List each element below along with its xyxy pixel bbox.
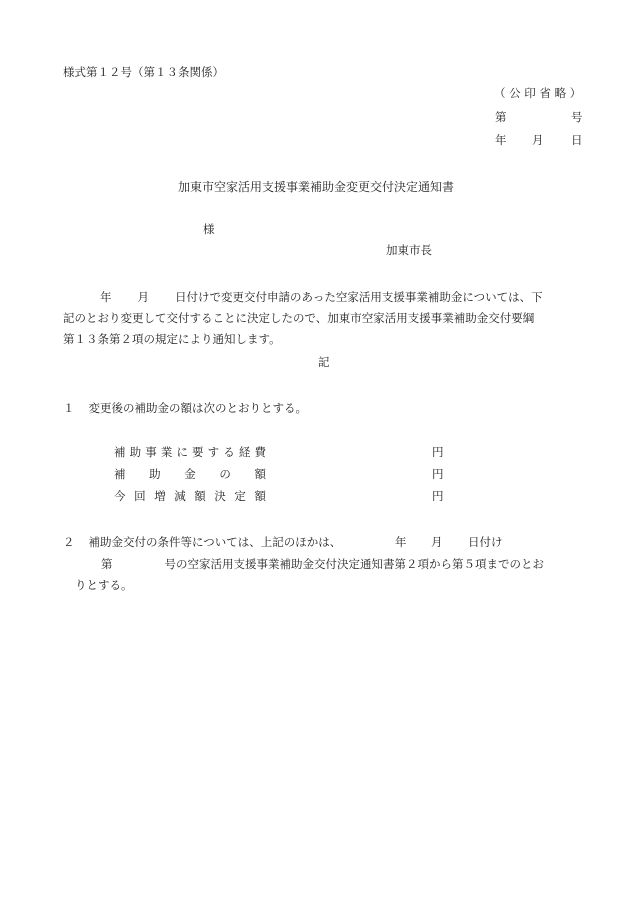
amount-row-label: 補助金の額 <box>114 467 266 481</box>
doc-number-prefix: 第 <box>495 110 507 124</box>
document-title: 加東市空家活用支援事業補助金変更交付決定通知書 <box>178 180 455 194</box>
body-date-year: 年 <box>100 290 112 304</box>
item-1 <box>63 401 307 415</box>
amount-row-unit: 円 <box>432 489 444 503</box>
item-2-text: 補助金交付の条件等については、上記のほかは、 <box>88 535 342 549</box>
doc-number-suffix: 号 <box>571 110 583 124</box>
body-date-month: 月 <box>137 290 149 304</box>
form-number: 様式第１２号（第１３条関係） <box>63 65 224 79</box>
addressee-suffix: 様 <box>203 222 215 236</box>
amount-row <box>114 489 266 503</box>
item-2-year: 年 <box>395 535 407 549</box>
item-1-number: １ <box>63 401 75 415</box>
issue-date-year: 年 <box>495 133 507 147</box>
amount-row-unit: 円 <box>432 445 444 459</box>
issue-date-day: 日 <box>571 133 583 147</box>
body-line-1 <box>63 287 593 308</box>
item-1-text: 変更後の補助金の額は次のとおりとする。 <box>88 401 307 415</box>
item-2-line-1 <box>63 535 341 549</box>
item-2-line-2 <box>101 557 544 571</box>
amount-row <box>114 467 266 481</box>
amount-row-label: 補助事業に要する経費 <box>114 445 266 459</box>
amount-row-unit: 円 <box>432 467 444 481</box>
body-line-2: 記のとおり変更して交付することに決定したので、加東市空家活用支援事業補助金交付要綱 <box>63 311 535 325</box>
item-2-number: ２ <box>63 535 75 549</box>
body-line-3: 第１３条第２項の規定により通知します。 <box>63 332 281 346</box>
item-2-month: 月 <box>431 535 443 549</box>
seal-omitted-note: （ 公 印 省 略 ） <box>494 86 582 100</box>
issue-date-month: 月 <box>532 133 544 147</box>
item-2-no-prefix: 第 <box>101 557 113 571</box>
item-2-day-suffix: 日付け <box>468 535 503 549</box>
amount-row <box>114 445 266 459</box>
item-2-line-3: りとする。 <box>75 578 133 592</box>
item-2-line-2-text: 号の空家活用支援事業補助金交付決定通知書第２項から第５項までのとお <box>164 557 544 571</box>
ki-heading: 記 <box>318 355 330 369</box>
amount-row-label: 今回増減額決定額 <box>114 489 266 503</box>
issuer-name: 加東市長 <box>386 243 432 257</box>
body-paragraph <box>63 287 593 350</box>
body-line-1-text: 日付けで変更交付申請のあった空家活用支援事業補助金については、下 <box>175 290 543 304</box>
